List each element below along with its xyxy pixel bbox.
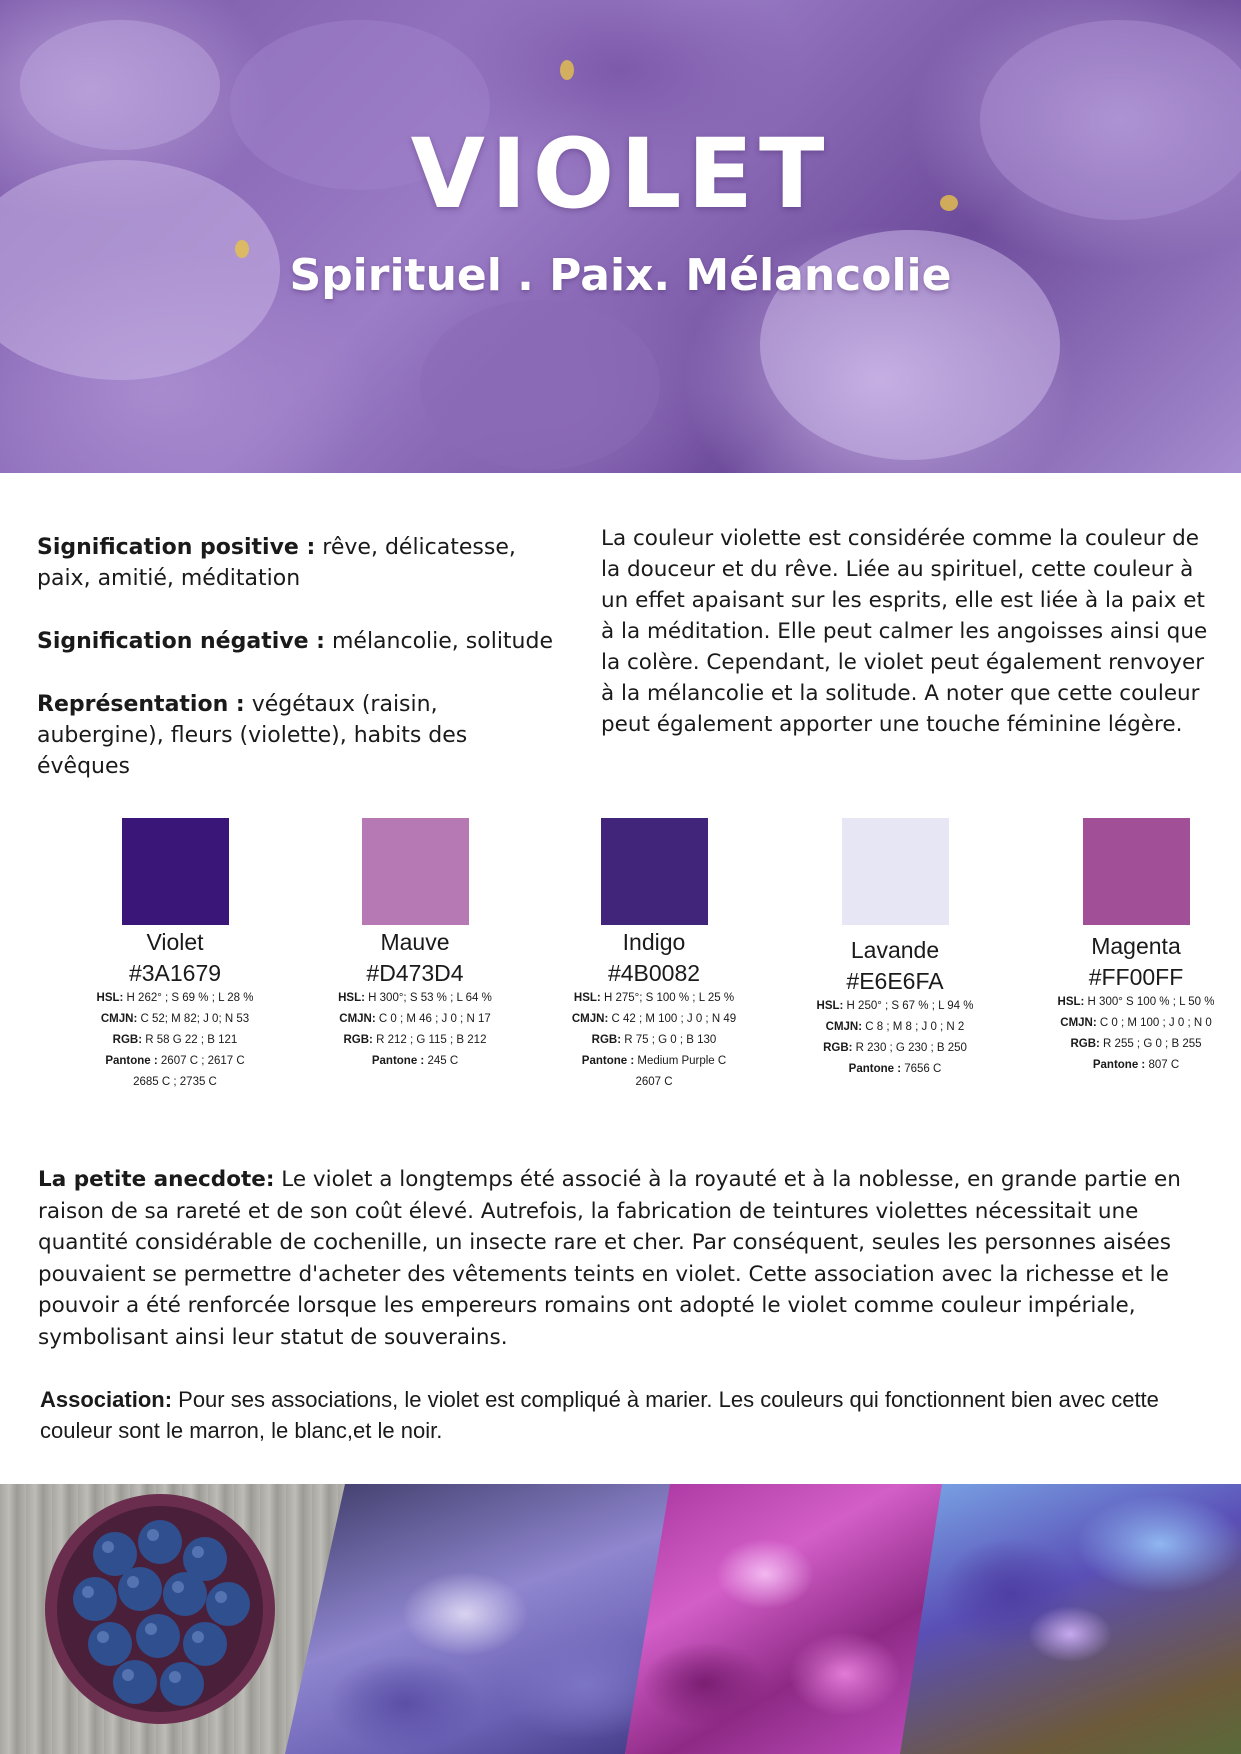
swatch-hex: #3A1679 (128, 960, 222, 986)
swatch-name: Mauve (380, 929, 450, 955)
page-subtitle: Spirituel . Paix. Mélancolie (289, 250, 952, 301)
swatch-name: Lavande (850, 937, 940, 963)
swatch-hsl: HSL: H 300° S 100 % ; L 50 % (1057, 996, 1215, 1008)
swatch-hsl: HSL: H 262° ; S 69 % ; L 28 % (96, 992, 254, 1004)
purple-flowers-photo (285, 1484, 685, 1754)
photo-strip (0, 1484, 1241, 1754)
swatch-name: Magenta (1091, 933, 1181, 959)
negative-label: Signification négative : (37, 629, 325, 654)
swatch-rgb: RGB: R 255 ; G 0 ; B 255 (1070, 1038, 1202, 1050)
swatch-pantone: Pantone : Medium Purple C (581, 1055, 727, 1067)
swatch-rgb: RGB: R 230 ; G 230 ; B 250 (823, 1042, 967, 1054)
swatch-rgb: RGB: R 212 ; G 115 ; B 212 (343, 1034, 487, 1046)
page-title: VIOLET (410, 118, 831, 230)
amethyst-crystals-photo (625, 1484, 945, 1754)
swatch-chip (601, 818, 708, 925)
swatch-hsl: HSL: H 300°; S 53 % ; L 64 % (338, 992, 492, 1004)
petal-shape (560, 60, 574, 80)
swatch-pantone: Pantone : 2607 C ; 2617 C (105, 1055, 245, 1067)
anecdote-text: Le violet a longtemps été associé à la royauté et à la noblesse, en grande partie en raison de sa rareté et de son coût élevé. Autrefois, la fabrication de teintures violettes nécessitait une quantité considérable de cochenille, un insecte rare et cher. Par conséquent, seules les personnes aisées pouvaient se permettre d'acheter des vêtements teints en violet. Cette association avec la richesse et le pouvoir a été renforcée lorsque les empereurs romains ont adopté le violet comme couleur impériale, symbolisant ainsi leur statut de souverains. (38, 1167, 1181, 1350)
color-swatches (40, 818, 1220, 1098)
lavender-bouquet-photo (900, 1484, 1241, 1754)
swatch-hsl: HSL: H 275°; S 100 % ; L 25 % (573, 992, 735, 1004)
hero-banner (0, 0, 1241, 473)
association-label: Association: (40, 1387, 173, 1412)
swatch-cmjn: CMJN: C 8 ; M 8 ; J 0 ; N 2 (825, 1021, 965, 1033)
swatch-pantone: Pantone : 245 C (371, 1055, 459, 1067)
representation-text: végétaux (raisin, aubergine), fleurs (violette), habits des évêques (37, 692, 468, 779)
swatch-pantone: Pantone : 7656 C (848, 1063, 942, 1075)
swatch-rgb: RGB: R 75 ; G 0 ; B 130 (591, 1034, 717, 1046)
swatch-chip (122, 818, 229, 925)
swatch-chip (1083, 818, 1190, 925)
swatch-indigo (544, 818, 764, 1093)
anecdote-label: La petite anecdote: (38, 1167, 275, 1192)
association-text: Pour ses associations, le violet est compliqué à marier. Les couleurs qui fonctionnent bien avec cette couleur sont le marron, le blanc,et le noir. (40, 1387, 1159, 1443)
swatch-hex: #4B0082 (607, 960, 701, 986)
swatch-cmjn: CMJN: C 0 ; M 46 ; J 0 ; N 17 (339, 1013, 491, 1025)
petal-shape (420, 300, 660, 470)
swatch-cmjn: CMJN: C 0 ; M 100 ; J 0 ; N 0 (1060, 1017, 1212, 1029)
swatch-name: Violet (146, 929, 204, 955)
association-paragraph (40, 1384, 1215, 1446)
swatch-cmjn: CMJN: C 42 ; M 100 ; J 0 ; N 49 (571, 1013, 737, 1025)
positive-text: rêve, délicatesse, paix, amitié, méditation (37, 535, 516, 591)
swatch-pantone-extra: 2607 C (635, 1076, 673, 1088)
meanings-block (37, 532, 567, 814)
swatch-hex: #FF00FF (1088, 964, 1184, 990)
swatch-rgb: RGB: R 58 G 22 ; B 121 (112, 1034, 238, 1046)
swatch-cmjn: CMJN: C 52; M 82; J 0; N 53 (100, 1013, 250, 1025)
positive-meaning (37, 532, 567, 594)
swatch-hsl: HSL: H 250° ; S 67 % ; L 94 % (816, 1000, 974, 1012)
swatch-mauve (305, 818, 525, 1072)
swatch-violet (65, 818, 285, 1093)
swatch-hex: #D473D4 (366, 960, 464, 986)
swatch-magenta (1026, 818, 1241, 1076)
swatch-lavande (785, 818, 1005, 1080)
swatch-chip (842, 818, 949, 925)
swatch-pantone: Pantone : 807 C (1092, 1059, 1180, 1071)
positive-label: Signification positive : (37, 535, 316, 560)
representation (37, 689, 567, 782)
swatch-name: Indigo (622, 929, 686, 955)
description-text: La couleur violette est considérée comme la couleur de la douceur et du rêve. Liée au spirituel, cette couleur à un effet apaisant sur les esprits, elle est liée à la paix et à la méditation. Elle peut calmer les angoisses ainsi que la colère. Cependant, le violet peut également renvoyer à la mélancolie et la solitude. A noter que cette couleur peut également apporter une touche féminine légère. (601, 526, 1208, 737)
negative-text: mélancolie, solitude (324, 629, 553, 654)
swatch-hex: #E6E6FA (846, 968, 944, 994)
negative-meaning (37, 626, 567, 657)
swatch-pantone-extra: 2685 C ; 2735 C (133, 1076, 217, 1088)
anecdote-paragraph (38, 1164, 1213, 1353)
representation-label: Représentation : (37, 692, 245, 717)
swatch-chip (362, 818, 469, 925)
